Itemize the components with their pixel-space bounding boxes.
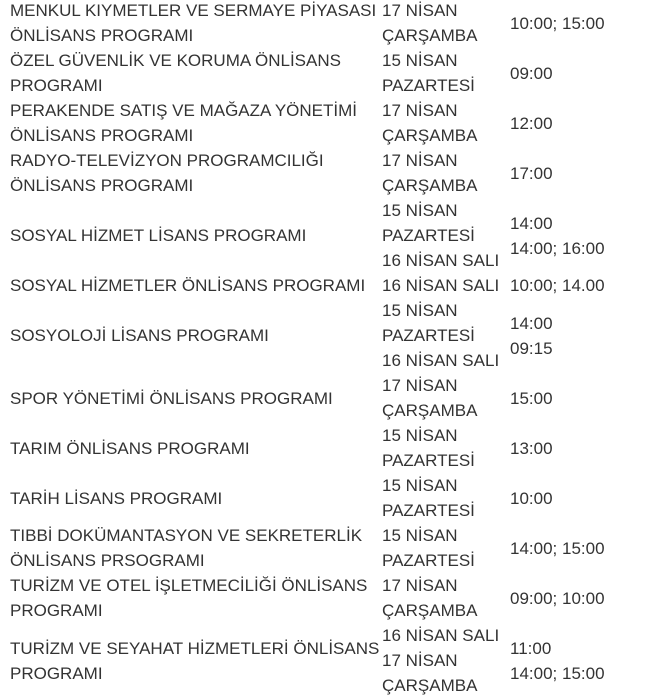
exam-date-line: PAZARTESİ: [382, 451, 475, 470]
exam-time-line: 09:15: [510, 338, 553, 358]
program-name-cell: TARIM ÖNLİSANS PROGRAMI: [10, 438, 250, 458]
table-row: [0, 623, 649, 698]
exam-date-cell: [382, 198, 510, 273]
exam-time-line: 17:00: [510, 163, 553, 183]
exam-date-cell: [382, 298, 510, 373]
exam-time-cell: [510, 586, 649, 611]
exam-date-line: 15 NİSAN: [382, 51, 458, 70]
program-name-cell: ÖZEL GÜVENLİK VE KORUMA ÖNLİSANS PROGRAMI: [10, 51, 341, 95]
exam-time-line: 13:00: [510, 438, 553, 458]
exam-date-cell: [382, 573, 510, 623]
exam-date-line: 15 NİSAN: [382, 526, 458, 545]
exam-time-cell: [510, 386, 649, 411]
table-row: [0, 423, 649, 473]
exam-time-line: 14:00; 15:00: [510, 538, 605, 558]
exam-time-line: 10:00: [510, 488, 553, 508]
exam-time-cell: [510, 161, 649, 186]
exam-time-line: 14:00; 16:00: [510, 238, 605, 258]
exam-date-cell: [382, 523, 510, 573]
exam-date-line: ÇARŞAMBA: [382, 601, 478, 620]
exam-time-line: 10:00; 15:00: [510, 13, 605, 33]
exam-date-line: 17 NİSAN: [382, 651, 458, 670]
exam-time-line: 14:00; 15:00: [510, 663, 605, 683]
table-row: [0, 373, 649, 423]
exam-time-line: 15:00: [510, 388, 553, 408]
exam-time-line: 09:00: [510, 63, 553, 83]
exam-date-cell: [382, 0, 510, 48]
program-name-cell: PERAKENDE SATIŞ VE MAĞAZA YÖNETİMİ ÖNLİSANS PROGRAMI: [10, 101, 358, 145]
exam-date-line: 17 NİSAN: [382, 1, 458, 20]
exam-date-line: 15 NİSAN: [382, 476, 458, 495]
exam-time-line: 09:00; 10:00: [510, 588, 605, 608]
table-row: [0, 298, 649, 373]
exam-time-cell: [510, 11, 649, 36]
exam-time-cell: [510, 111, 649, 136]
table-row: [0, 48, 649, 98]
exam-date-line: 15 NİSAN: [382, 201, 458, 220]
exam-date-line: 17 NİSAN: [382, 151, 458, 170]
exam-date-line: PAZARTESİ: [382, 551, 475, 570]
exam-time-cell: [510, 61, 649, 86]
exam-time-cell: [510, 273, 649, 298]
exam-date-line: 16 NİSAN SALI: [382, 626, 500, 645]
table-row: [0, 273, 649, 298]
exam-time-line: 14:00: [510, 313, 553, 333]
exam-date-line: PAZARTESİ: [382, 226, 475, 245]
program-name-cell: TURİZM VE OTEL İŞLETMECİLİĞİ ÖNLİSANS PROGRAMI: [10, 576, 368, 620]
exam-time-cell: [510, 436, 649, 461]
exam-date-line: 15 NİSAN: [382, 426, 458, 445]
program-name-cell: RADYO-TELEVİZYON PROGRAMCILIĞI ÖNLİSANS PROGRAMI: [10, 151, 324, 195]
program-name-cell: TIBBİ DOKÜMANTASYON VE SEKRETERLİK ÖNLİSANS PRSOGRAMI: [10, 526, 363, 570]
exam-date-line: ÇARŞAMBA: [382, 401, 478, 420]
exam-time-cell: [510, 486, 649, 511]
exam-date-cell: [382, 98, 510, 148]
exam-date-cell: [382, 423, 510, 473]
exam-date-line: 15 NİSAN: [382, 301, 458, 320]
exam-date-line: 17 NİSAN: [382, 376, 458, 395]
table-row: [0, 148, 649, 198]
exam-date-line: 17 NİSAN: [382, 101, 458, 120]
table-row: [0, 473, 649, 523]
program-name-cell: MENKUL KIYMETLER VE SERMAYE PİYASASI ÖNLİSANS PROGRAMI: [10, 1, 377, 45]
exam-date-line: ÇARŞAMBA: [382, 126, 478, 145]
program-name-cell: TURİZM VE SEYAHAT HİZMETLERİ ÖNLİSANS PROGRAMI: [10, 638, 380, 683]
exam-time-cell: [510, 636, 649, 686]
exam-time-line: 12:00: [510, 113, 553, 133]
table-row: [0, 0, 649, 48]
exam-time-cell: [510, 211, 649, 261]
exam-date-line: 16 NİSAN SALI: [382, 276, 500, 295]
exam-date-cell: [382, 623, 510, 698]
exam-time-cell: [510, 311, 649, 361]
exam-date-cell: [382, 473, 510, 523]
exam-date-line: 16 NİSAN SALI: [382, 351, 500, 370]
exam-date-line: ÇARŞAMBA: [382, 176, 478, 195]
table-row: [0, 98, 649, 148]
exam-date-cell: [382, 273, 510, 298]
exam-date-line: ÇARŞAMBA: [382, 26, 478, 45]
exam-date-cell: [382, 48, 510, 98]
program-name-cell: SOSYAL HİZMETLER ÖNLİSANS PROGRAMI: [10, 276, 366, 295]
table-row: [0, 573, 649, 623]
program-name-cell: SOSYAL HİZMET LİSANS PROGRAMI: [10, 226, 307, 245]
program-name-cell: TARİH LİSANS PROGRAMI: [10, 488, 223, 508]
exam-time-line: 14:00: [510, 213, 553, 233]
exam-date-line: PAZARTESİ: [382, 501, 475, 520]
exam-time-cell: [510, 536, 649, 561]
exam-date-line: PAZARTESİ: [382, 76, 475, 95]
exam-time-line: 10:00; 14.00: [510, 276, 605, 295]
exam-date-cell: [382, 148, 510, 198]
table-row: [0, 523, 649, 573]
exam-date-line: 16 NİSAN SALI: [382, 251, 500, 270]
table-row: [0, 198, 649, 273]
exam-date-line: PAZARTESİ: [382, 326, 475, 345]
exam-date-cell: [382, 373, 510, 423]
exam-time-line: 11:00: [510, 638, 552, 658]
exam-date-line: 17 NİSAN: [382, 576, 458, 595]
program-name-cell: SPOR YÖNETİMİ ÖNLİSANS PROGRAMI: [10, 388, 333, 408]
program-name-cell: SOSYOLOJİ LİSANS PROGRAMI: [10, 326, 269, 345]
exam-date-line: ÇARŞAMBA: [382, 676, 478, 695]
